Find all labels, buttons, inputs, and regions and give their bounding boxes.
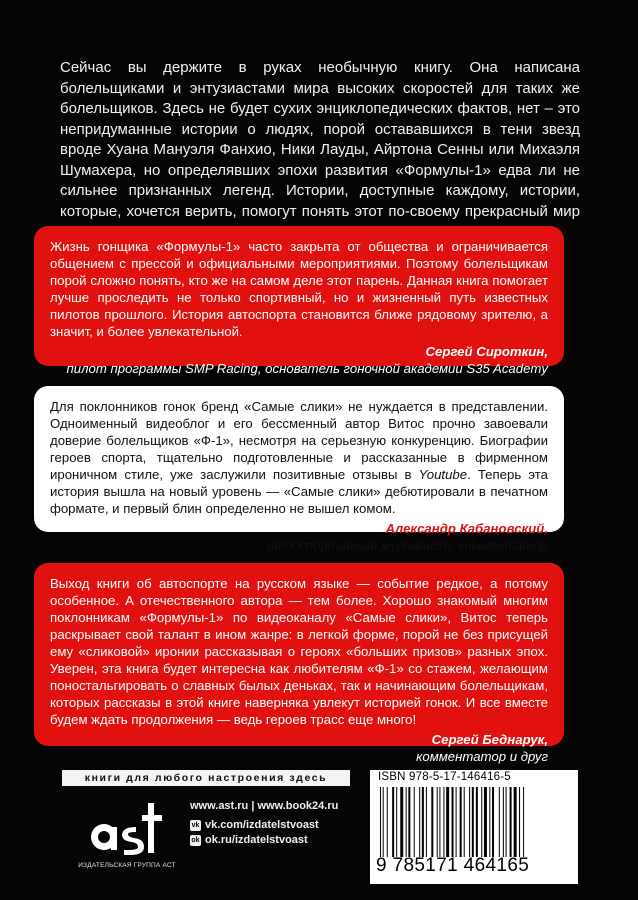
ok-link[interactable] (190, 834, 308, 846)
barcode-bar (506, 787, 507, 857)
barcode-bar (387, 787, 388, 857)
review-text: Жизнь гонщика «Формулы-1» часто закрыта от общества и ограничивается общением с прессой и официальными мероприятиями. Поэтому болельщикам порой сложно понять, кто же на самом деле этот парень. Данная книга помогает лучше проследить не только спортивный, но и жизненный путь известных пилотов прошлого. История автоспорта становится ближе рядовому зрителю, а значит, и более увлекательной. (50, 239, 548, 339)
barcode-bar (510, 787, 512, 857)
publisher-websites[interactable]: www.ast.ru | www.book24.ru (190, 800, 339, 812)
barcode-bar (484, 787, 487, 857)
barcode-bar (392, 787, 394, 857)
barcode-bar (472, 787, 474, 857)
barcode-bar (396, 787, 397, 857)
vk-link-text: vk.com/izdatelstvoast (205, 819, 319, 831)
barcode-bar (419, 787, 420, 857)
barcode-bar (406, 787, 407, 857)
barcode-bar (519, 787, 520, 857)
review-card-kabanovsky (34, 386, 564, 553)
publisher-name: ИЗДАТЕЛЬСКАЯ ГРУППА АСТ (78, 862, 176, 869)
youtube-mention: Youtube (418, 467, 468, 482)
barcode-bar (499, 787, 500, 857)
barcode-bar (481, 787, 482, 857)
barcode-bar (476, 787, 478, 857)
review-text-part: Для поклонников гонок бренд «Самые слики» не нуждается в представлении. Одноименный видеоблог и его бессменный автор Витос прочно завоевали доверие болельщиков «Ф-1», несмотря на серьезную конкуренцию. Биографии героев спорта, тщательно подготовленные и рассказанные в фирменном ироничном стиле, уже заслужили позитивные отзывы в (50, 399, 548, 482)
review-card-bednaruk (34, 563, 564, 764)
review-text-part: . Теперь эта история вышла на новый уровень — «Самые слики» дебютировали в печатном формате, и первый блин определенно не вышел комом. (50, 467, 548, 516)
barcode-bar (460, 787, 462, 857)
barcode-bar (400, 787, 403, 857)
barcode-digits: 9 785171 464165 (376, 855, 530, 876)
review-text (50, 398, 548, 517)
vk-icon: vk (191, 821, 200, 829)
review-author-role: автоспортивный журналист, комментатор (267, 538, 548, 553)
footer-tagline: книги для любого настроения здесь (62, 770, 350, 786)
barcode-bar (408, 787, 410, 857)
ok-icon: ok (191, 836, 200, 844)
isbn-label: ISBN 978-5-17-146416-5 (378, 771, 511, 783)
ast-logo-icon (84, 797, 164, 857)
barcode-bar (443, 787, 444, 857)
barcode-bar (422, 787, 424, 857)
barcode-bar (446, 787, 449, 857)
barcode-bar (514, 787, 517, 857)
review-author-role: пилот программы SMP Racing, основатель гоночной академии S35 Academy (66, 361, 548, 376)
barcode-bar (503, 787, 504, 857)
barcode-bar (464, 787, 465, 857)
barcode-bar (452, 787, 454, 857)
review-author: Сергей Беднарук, (431, 732, 548, 747)
review-author: Сергей Сироткин, (425, 344, 548, 359)
barcode-bar (431, 787, 433, 857)
barcode-bar (489, 787, 490, 857)
barcode-bar (469, 787, 470, 857)
vk-link[interactable] (190, 819, 319, 831)
barcode-bar (380, 787, 381, 857)
barcode-bar (414, 787, 415, 857)
barcode-bar (437, 787, 438, 857)
isbn-barcode-block (370, 770, 578, 884)
barcode-bar (492, 787, 494, 857)
review-author-role: комментатор и друг (416, 749, 548, 764)
barcode-bar (383, 787, 384, 857)
review-author: Александр Кабановский, (385, 521, 548, 536)
review-card-sirotkin (34, 226, 564, 376)
barcode-bar (426, 787, 427, 857)
barcode-icon (378, 787, 570, 859)
ok-link-text: ok.ru/izdatelstvoast (205, 834, 308, 846)
intro-paragraph: Сейчас вы держите в руках необычную книгу. Она написана болельщиками и энтузиастами мира высоких скоростей для таких же болельщиков. Здесь не будет сухих энциклопедических фактов, нет – это непридуманные истории о людях, порой остававшихся в тени звезд вроде Хуана Мануэля Фанхио, Ники Лауды, Айртона Сенны или Михаэля Шумахера, но определявших эпохи развития «Формулы-1» едва ли не сильнее признанных легенд. Истории, доступные каждому, истории, которые, хочется верить, помогут понять этот по-своему прекрасный мир (60, 59, 580, 220)
barcode-bar (456, 787, 457, 857)
barcode-bar (439, 787, 440, 857)
barcode-bar (523, 787, 524, 857)
review-text: Выход книги об автоспорте на русском языке — событие редкое, а потому особенное. А отечественного автора — тем более. Хорошо знакомый многим поклонникам «Формулы-1» по видеоканалу «Самые слики», Витос теперь раскрывает свой талант в ином жанре: в легкой форме, порой не без присущей ему «сликовой» иронии рассказывая о героях «больших призов» разных эпох. Уверен, эта книга будет интересна как любителям «Ф-1» со стажем, желающим поностальгировать о славных былых деньках, так и начинающим болельщикам, которых рассказы в этой книге наверняка увлекут историей гонок. И все вместе будем ждать продолжения — ведь героев трасс еще много! (50, 576, 548, 727)
